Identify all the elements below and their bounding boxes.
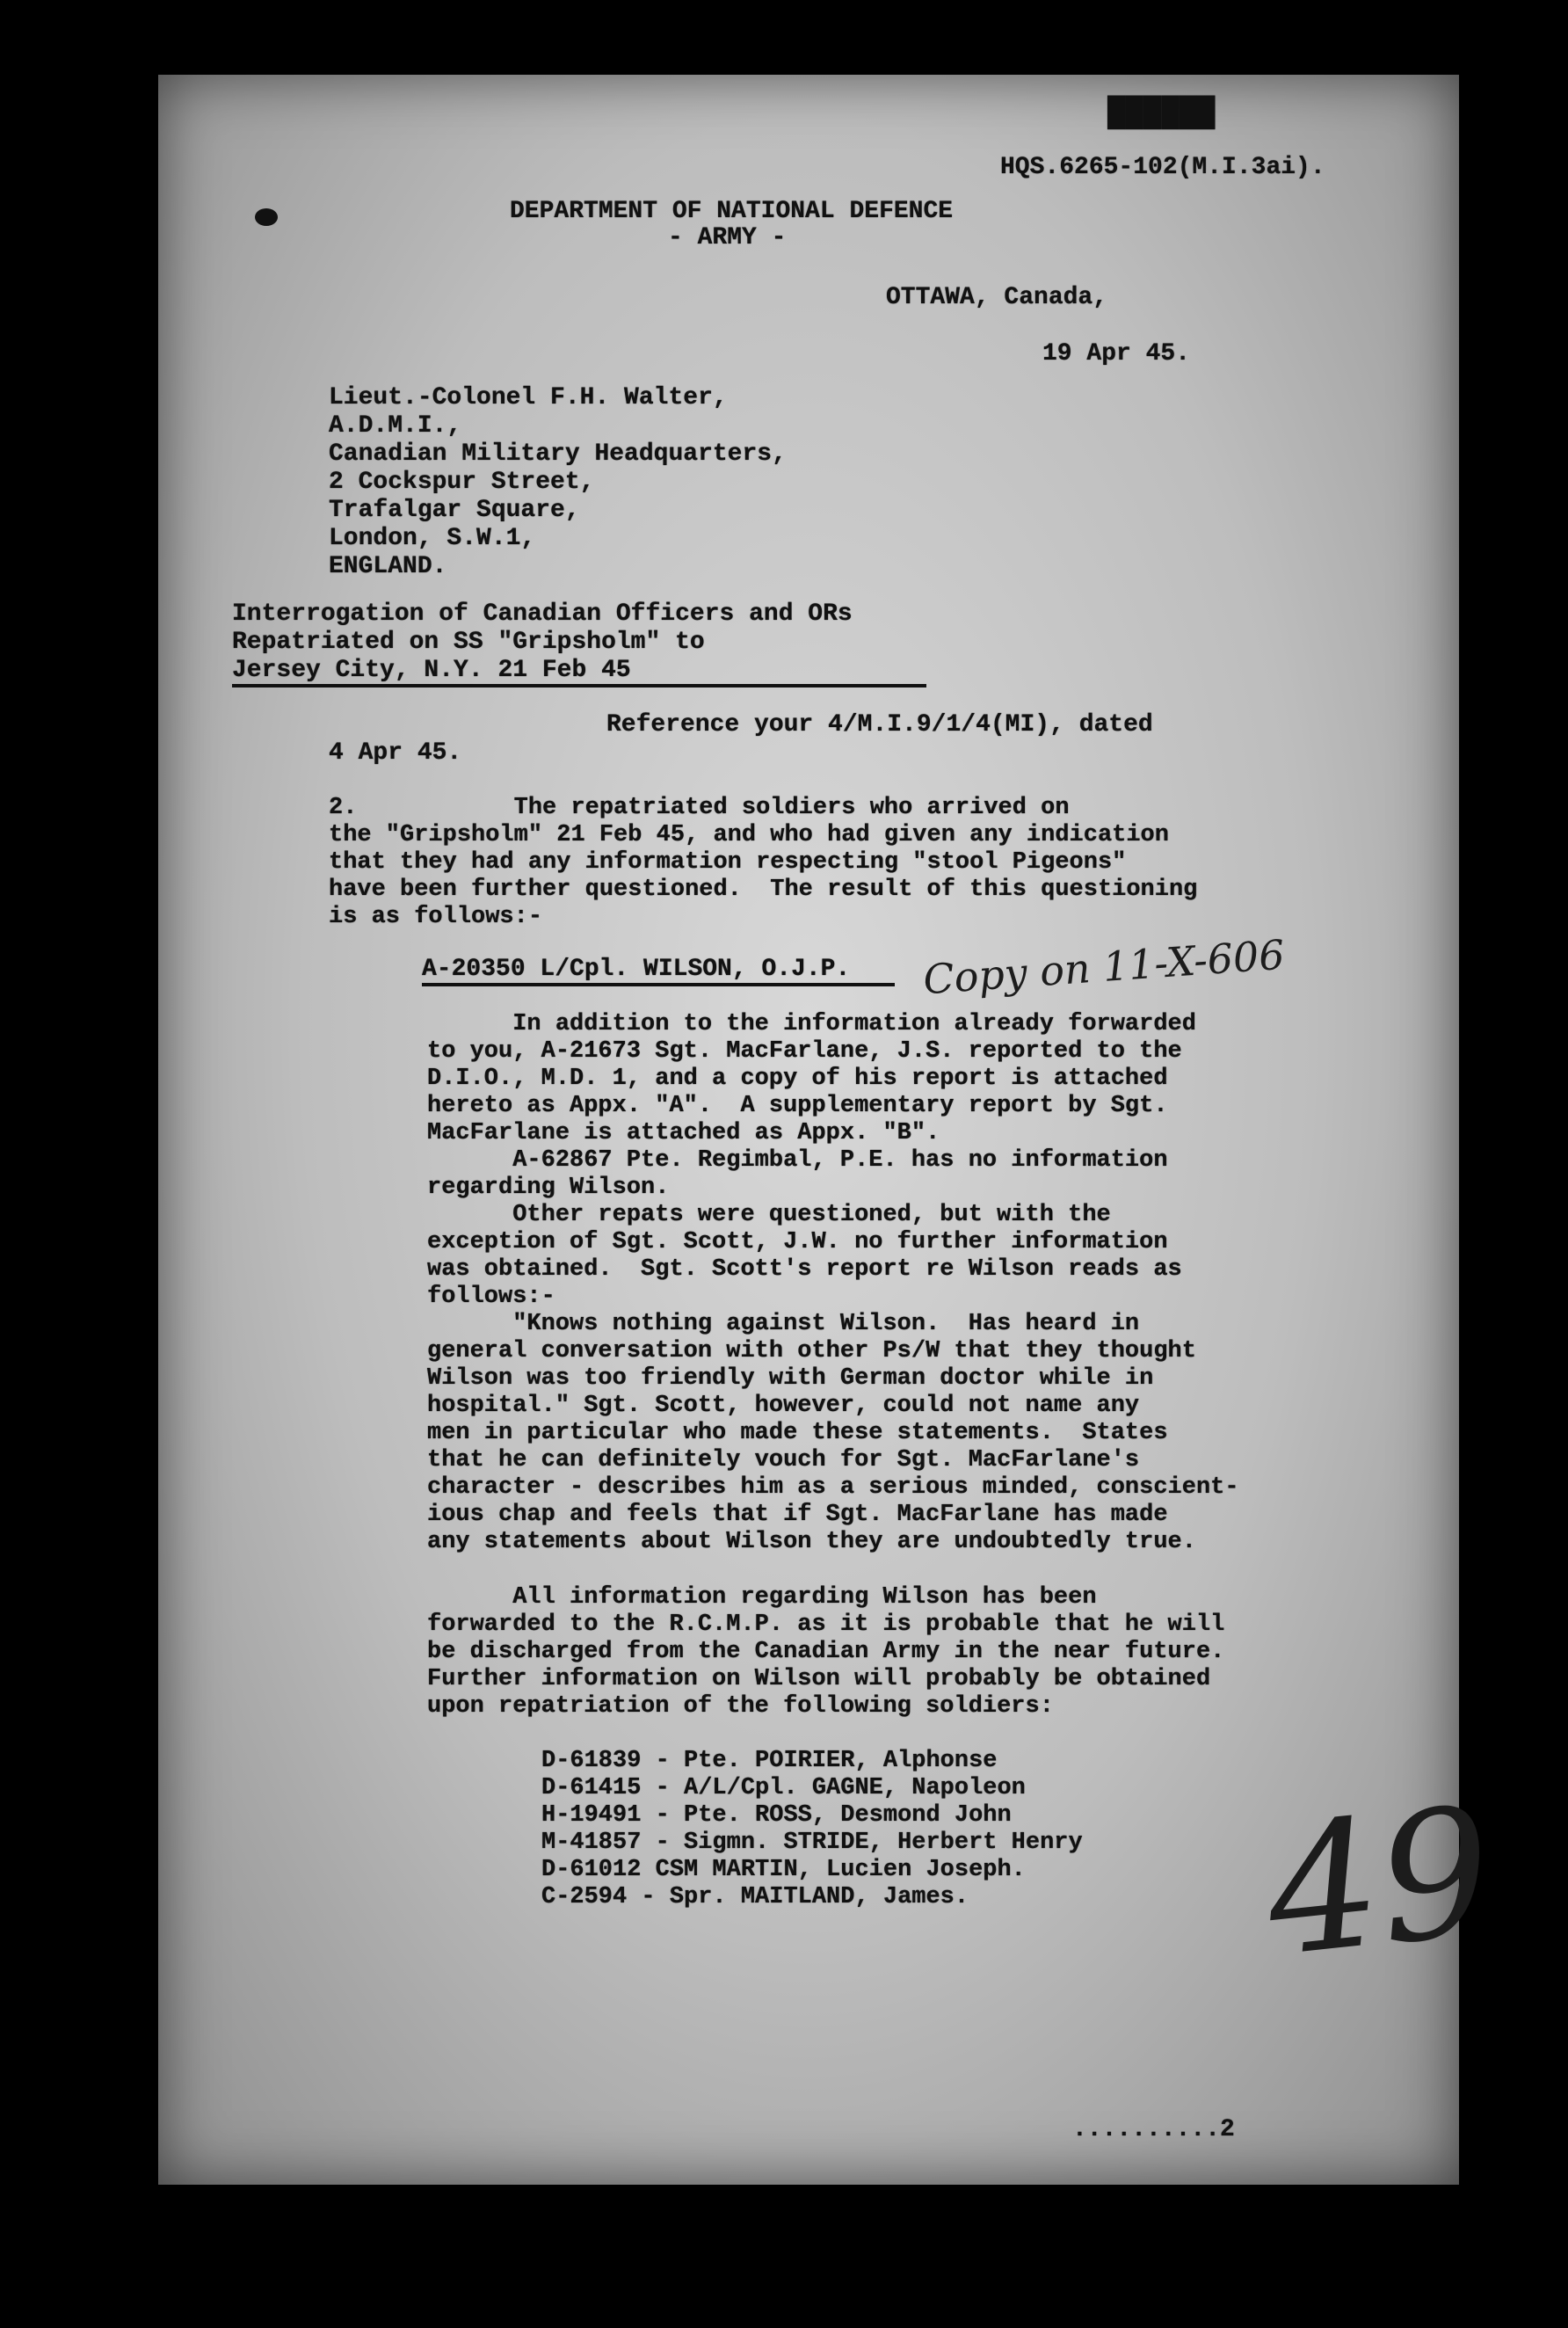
soldier-entry: D-61012 CSM MARTIN, Lucien Joseph. [541,1857,1026,1883]
paragraph-line: 2. The repatriated soldiers who arrived on [329,795,1070,821]
branch-heading: - ARMY - [668,224,787,251]
ink-blot [255,208,278,226]
address-line: Lieut.-Colonel F.H. Walter, [329,384,728,411]
case-line: Other repats were questioned, but with the [427,1202,1111,1228]
case-line: ious chap and feels that if Sgt. MacFarlane has made [427,1502,1168,1528]
continuation-marker: ..........2 [1072,2116,1235,2143]
soldier-entry: D-61839 - Pte. POIRIER, Alphonse [541,1748,998,1774]
subject-underline [232,684,926,687]
case-line: regarding Wilson. [427,1175,670,1201]
reference-line: Reference your 4/M.I.9/1/4(MI), dated [606,711,1153,738]
case-line: follows:- [427,1284,555,1310]
case-heading: A-20350 L/Cpl. WILSON, O.J.P. [422,956,851,983]
place-line: OTTAWA, Canada, [886,284,1108,311]
paragraph-line: is as follows:- [329,904,543,930]
closing-line: Further information on Wilson will probably be obtained [427,1666,1211,1692]
case-line: character - describes him as a serious minded, conscient- [427,1474,1239,1501]
case-line: to you, A-21673 Sgt. MacFarlane, J.S. reported to the [427,1038,1182,1065]
address-line: A.D.M.I., [329,412,462,440]
case-line: D.I.O., M.D. 1, and a copy of his report is attached [427,1066,1168,1092]
address-line: Trafalgar Square, [329,497,580,524]
case-line: hospital." Sgt. Scott, however, could not name any [427,1393,1140,1419]
address-line: London, S.W.1, [329,525,536,552]
case-line: MacFarlane is attached as Appx. "B". [427,1120,940,1146]
subject-line: Repatriated on SS "Gripsholm" to [232,629,705,656]
case-line: exception of Sgt. Scott, J.W. no further information [427,1229,1168,1255]
case-line: that he can definitely vouch for Sgt. MacFarlane's [427,1447,1140,1473]
soldier-entry: H-19491 - Pte. ROSS, Desmond John [541,1802,1012,1829]
reference-line: 4 Apr 45. [329,739,462,767]
case-line: general conversation with other Ps/W that they thought [427,1338,1196,1364]
closing-line: All information regarding Wilson has been [427,1584,1097,1611]
case-line: was obtained. Sgt. Scott's report re Wilson reads as [427,1256,1182,1283]
address-line: ENGLAND. [329,553,447,580]
case-line: In addition to the information already forwarded [427,1011,1196,1037]
closing-line: upon repatriation of the following soldiers: [427,1693,1054,1720]
closing-line: be discharged from the Canadian Army in the near future. [427,1639,1225,1665]
paragraph-line: have been further questioned. The result of this questioning [329,877,1198,903]
case-line: hereto as Appx. "A". A supplementary report by Sgt. [427,1093,1168,1119]
address-line: 2 Cockspur Street, [329,469,595,496]
address-line: Canadian Military Headquarters, [329,440,787,468]
soldier-entry: C-2594 - Spr. MAITLAND, James. [541,1884,969,1910]
file-reference: HQS.6265-102(M.I.3ai). [1000,154,1325,181]
handwritten-annotation: Copy on 11-X-606 [921,930,1287,1004]
case-line: "Knows nothing against Wilson. Has heard in [427,1311,1140,1337]
soldier-entry: M-41857 - Sigmn. STRIDE, Herbert Henry [541,1830,1083,1856]
paragraph-line: that they had any information respecting "stool Pigeons" [329,849,1127,876]
case-line: men in particular who made these statements. States [427,1420,1168,1446]
soldier-entry: D-61415 - A/L/Cpl. GAGNE, Napoleon [541,1775,1026,1801]
case-heading-underline [422,983,895,986]
subject-line: Jersey City, N.Y. 21 Feb 45 [232,657,631,684]
case-line: any statements about Wilson they are undoubtedly true. [427,1529,1196,1555]
case-line: Wilson was too friendly with German doctor while in [427,1365,1154,1392]
closing-line: forwarded to the R.C.M.P. as it is probable that he will [427,1611,1225,1638]
case-line: A-62867 Pte. Regimbal, P.E. has no information [427,1147,1168,1174]
department-heading: DEPARTMENT OF NATIONAL DEFENCE [510,198,954,225]
paragraph-line: the "Gripsholm" 21 Feb 45, and who had given any indication [329,822,1169,848]
document-page [158,75,1501,2185]
subject-line: Interrogation of Canadian Officers and ORs [232,600,853,628]
date-line: 19 Apr 45. [1042,340,1191,367]
stamp-top: ██████ [1107,97,1216,130]
folio-number: 49 [1257,1769,1501,1997]
